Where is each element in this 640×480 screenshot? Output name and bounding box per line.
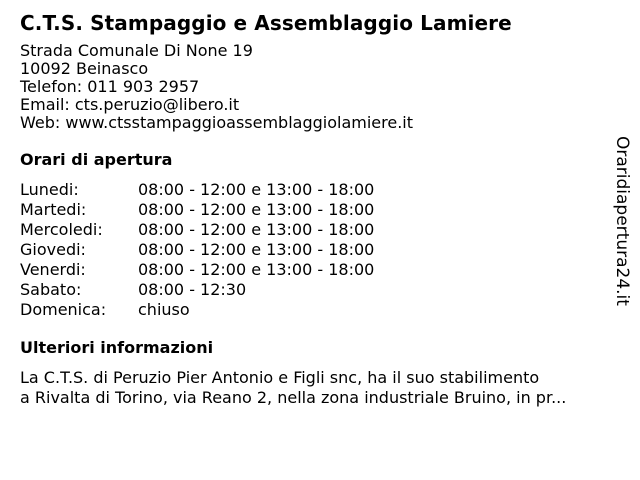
address-street: Strada Comunale Di None 19 bbox=[20, 41, 253, 60]
day-label: Martedi: bbox=[20, 200, 87, 219]
day-label: Domenica: bbox=[20, 300, 107, 319]
day-label: Sabato: bbox=[20, 280, 82, 299]
day-label: Mercoledi: bbox=[20, 220, 103, 239]
hours-row-saturday bbox=[20, 280, 610, 300]
time-value: 08:00 - 12:30 bbox=[138, 280, 247, 299]
hours-row-friday bbox=[20, 260, 610, 280]
business-card bbox=[20, 10, 610, 408]
time-value: 08:00 - 12:00 e 13:00 - 18:00 bbox=[138, 200, 375, 219]
info-description bbox=[20, 368, 610, 408]
day-label: Venerdi: bbox=[20, 260, 86, 279]
phone-line[interactable]: Telefon: 011 903 2957 bbox=[20, 77, 200, 96]
info-line-2: a Rivalta di Torino, via Reano 2, nella zona industriale Bruino, in pr... bbox=[20, 388, 567, 407]
day-label: Lunedi: bbox=[20, 180, 79, 199]
contact-block bbox=[20, 42, 610, 132]
day-label: Giovedi: bbox=[20, 240, 86, 259]
hours-row-monday bbox=[20, 180, 610, 200]
hours-title: Orari di apertura bbox=[20, 150, 173, 169]
info-title: Ulteriori informazioni bbox=[20, 338, 214, 357]
hours-row-tuesday bbox=[20, 200, 610, 220]
time-value: 08:00 - 12:00 e 13:00 - 18:00 bbox=[138, 260, 375, 279]
time-value: chiuso bbox=[138, 300, 190, 319]
time-value: 08:00 - 12:00 e 13:00 - 18:00 bbox=[138, 220, 375, 239]
web-line[interactable]: Web: www.ctsstampaggioassemblaggiolamiere.it bbox=[20, 113, 414, 132]
business-name: C.T.S. Stampaggio e Assemblaggio Lamiere bbox=[20, 11, 512, 35]
hours-table bbox=[20, 180, 610, 320]
time-value: 08:00 - 12:00 e 13:00 - 18:00 bbox=[138, 240, 375, 259]
info-line-1: La C.T.S. di Peruzio Pier Antonio e Figli snc, ha il suo stabilimento bbox=[20, 368, 540, 387]
email-line[interactable]: Email: cts.peruzio@libero.it bbox=[20, 95, 240, 114]
hours-row-sunday bbox=[20, 300, 610, 320]
time-value: 08:00 - 12:00 e 13:00 - 18:00 bbox=[138, 180, 375, 199]
address-city: 10092 Beinasco bbox=[20, 59, 149, 78]
side-brand-watermark[interactable]: Oraridiapertura24.it bbox=[612, 136, 632, 306]
hours-row-wednesday bbox=[20, 220, 610, 240]
hours-row-thursday bbox=[20, 240, 610, 260]
